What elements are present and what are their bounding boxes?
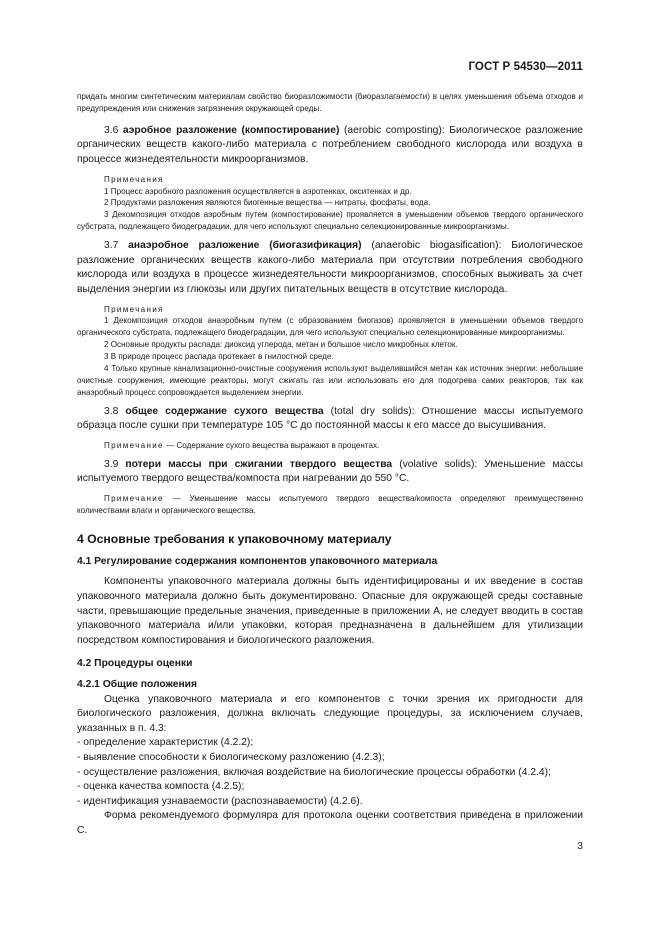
note: 3 Декомпозиция отходов аэробным путем (компостирование) проявляется в уменьшении объемов твердого органического субстрата, подлежащего биодеградации, для чего используют специально селекционированные микроорганизмы. — [77, 210, 583, 232]
term-title: аэробное разложение (компостирование) — [122, 124, 340, 136]
term-number: 3.8 — [104, 405, 119, 417]
term-3-6 — [77, 124, 583, 168]
list-item: - осуществление разложения, включая воздействие на биологические процессы обработки (4.2.4); — [77, 766, 551, 778]
subsection-heading: 4.1 Регулирование содержания компонентов упаковочного материала — [77, 555, 438, 567]
subsection-heading: 4.2.1 Общие положения — [77, 679, 197, 690]
term-title: анаэробное разложение (биогазификация) — [128, 240, 362, 252]
note: 2 Продуктами разложения являются биогенные вещества — нитраты, фосфаты, вода. — [104, 198, 431, 208]
list-item: - определение характеристик (4.2.2); — [77, 737, 254, 749]
notes-heading: Примечания — [104, 174, 164, 184]
term-definition: (anaerobic biogasification): Биологическое разложение органических веществ какого-либо материала при отсутствии потребления свободного кислорода или воздуха в процессе жизнедеятельности микроорганизмов, способных выживать за счет выделения энергии из глюкозы или других питательных веществ в отсутствие кислорода. — [77, 240, 583, 295]
note-label: Примечание — [104, 494, 164, 504]
term-number: 3.7 — [104, 240, 119, 252]
page-content — [77, 91, 583, 839]
term-title: потери массы при сжигании твердого вещества — [125, 458, 393, 470]
page-number: 3 — [577, 841, 583, 852]
term-3-7 — [77, 239, 583, 297]
term-3-8 — [77, 405, 583, 434]
term-number: 3.9 — [104, 458, 119, 470]
document-code: ГОСТ Р 54530—2011 — [468, 61, 583, 73]
note-text: — Содержание сухого вещества выражают в процентах. — [163, 440, 380, 450]
list-item: - идентификация узнаваемости (распознаваемости) (4.2.6). — [77, 795, 363, 807]
note — [77, 493, 583, 517]
term-definition: (total dry solids): Отношение массы испытуемого образца после сушки при температуре 105 °С до постоянной массы к его массе до высушивания. — [77, 405, 583, 432]
intro-paragraph: придать многим синтетическим материалам свойство биоразложимости (биоразлагаемости) в целях уменьшения объема отходов и предупреждения или снижения загрязнения окружающей среды. — [77, 92, 583, 113]
list-item: - оценка качества компоста (4.2.5); — [77, 781, 245, 793]
note-text: — Уменьшение массы испытуемого твердого вещества/компоста определяют преимущественно количествами влаги и органического вещества. — [77, 494, 583, 515]
note: 1 Процесс аэробного разложения осуществляется в аэротенках, окситенках и др. — [104, 186, 412, 196]
notes-heading: Примечания — [104, 304, 164, 314]
term-title: общее содержание сухого вещества — [125, 405, 324, 417]
term-number: 3.6 — [104, 124, 119, 136]
note: 1 Декомпозиция отходов анаэробным путем (с образованием биогазов) проявляется в уменьшении объемов твердого органического субстрата, подлежащего биодеградации, для чего используют специально селекционированные микроорганизмы. — [77, 316, 583, 338]
term-definition: (volative solids): Уменьшение массы испытуемого твердого вещества/компоста при нагревании до 550 °С. — [77, 458, 583, 485]
note-label: Примечание — [104, 440, 164, 450]
section-heading: 4 Основные требования к упаковочному материалу — [77, 531, 392, 546]
note: 2 Основные продукты распада: диоксид углерода, метан и большое число микробных клеток. — [104, 340, 458, 350]
term-definition: (aerobic composting): Биологическое разложение органических веществ какого-либо материала с потреблением свободного кислорода или воздуха в процессе жизнедеятельности микроорганизмов. — [77, 124, 583, 165]
paragraph: Форма рекомендуемого формуляра для протокола оценки соответствия приведена в приложении С. — [77, 810, 583, 836]
note — [77, 440, 583, 452]
note: 4 Только крупные канализационно-очистные сооружения используют выделившийся метан как источник энергии: небольшие очистные сооружения, имеющие реакторы, могут сжигать газ или использовать его для подогрева самих реакторов, так как анаэробный процесс сопровождается выделением энергии. — [77, 364, 583, 397]
term-3-9 — [77, 458, 583, 487]
list-item: - выявление способности к биологическому разложению (4.2.3); — [77, 751, 385, 763]
subsection-heading: 4.2 Процедуры оценки — [77, 658, 193, 670]
note: 3 В природе процесс распада протекает в гнилостной среде. — [104, 352, 334, 362]
paragraph: Компоненты упаковочного материала должны быть идентифицированы и их введение в состав упаковочного материала должно быть документировано. Опасные для окружающей среды составные части, превышающие предельные значения, приведенные в приложении А, не следует вводить в состав упаковочного материала и/или упаковки, которая предназначена в дальнейшем для утилизации посредством компостирования и биологического разложения. — [77, 576, 583, 646]
paragraph: Оценка упаковочного материала и его компонентов с точки зрения их пригодности для биологического разложения, должна включать следующие процедуры, за исключением случаев, указанных в п. 4.3: — [77, 693, 583, 734]
